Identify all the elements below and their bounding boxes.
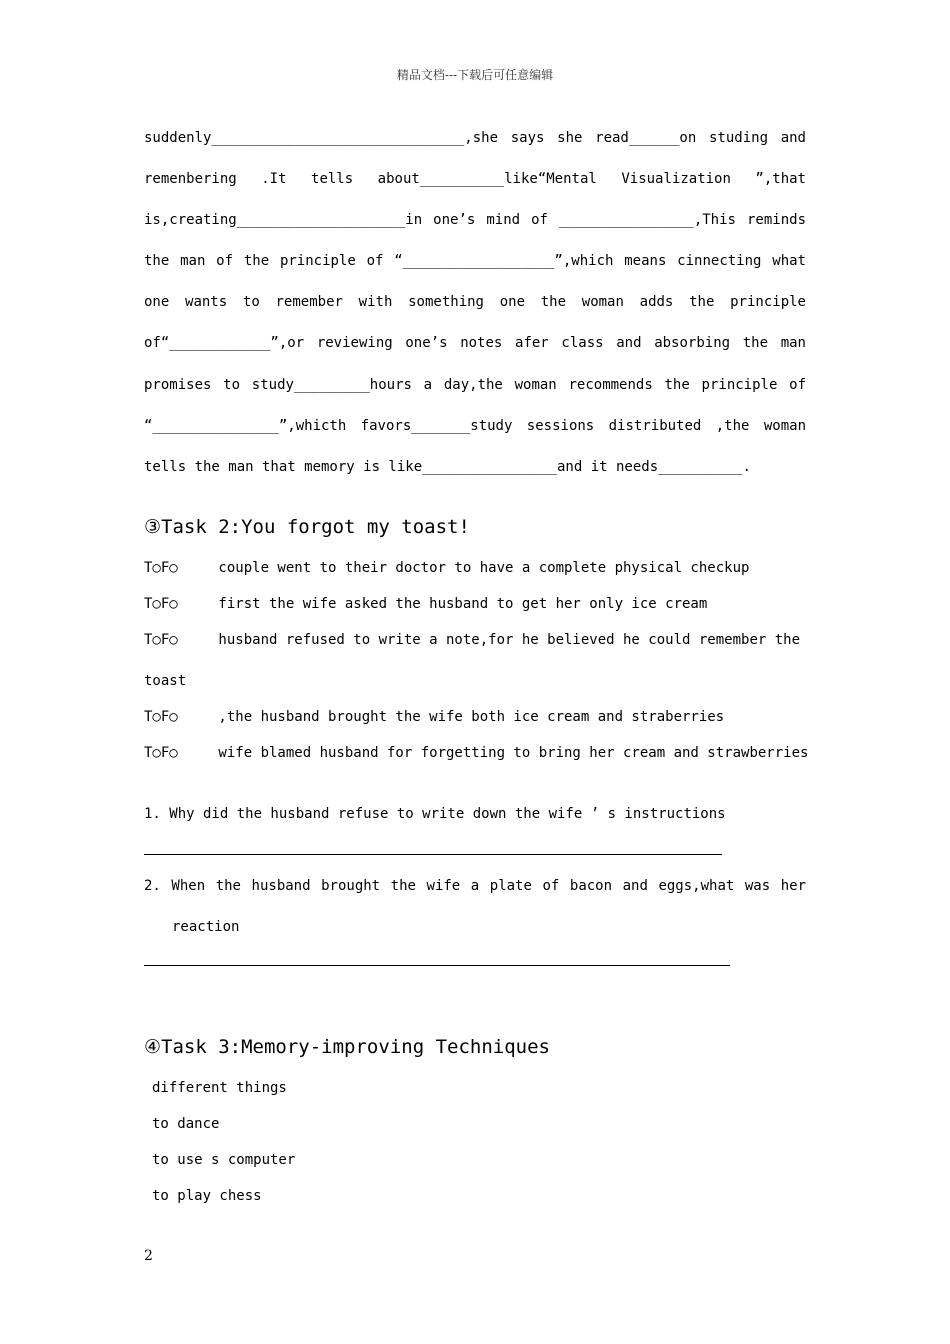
passage-line-3: is,creating____________________in one’s mind of ________________,This reminds <box>144 212 806 228</box>
passage-line-6: of“____________”,or reviewing one’s notes afer class and absorbing the man <box>144 335 806 351</box>
true-false-options[interactable]: T○F○ <box>144 745 178 761</box>
task2-heading: ③Task 2:You forgot my toast! <box>144 516 470 538</box>
technique-item: to play chess <box>152 1188 262 1204</box>
passage-line-4: the man of the principle of “__________________”,which means cinnecting what <box>144 253 806 269</box>
passage-line-7: promises to study_________hours a day,the woman recommends the principle of <box>144 377 806 393</box>
answer-line-1[interactable] <box>144 854 722 855</box>
statement-text: wife blamed husband for forgetting to bring her cream and strawberries <box>210 745 809 761</box>
technique-item: different things <box>152 1080 287 1096</box>
answer-line-2[interactable] <box>144 965 730 966</box>
true-false-options[interactable]: T○F○ <box>144 632 178 648</box>
passage-line-2: remenbering .It tells about__________like“Mental Visualization ”,that <box>144 171 806 187</box>
tf-statement-3 <box>144 631 806 649</box>
question-2: 2. When the husband brought the wife a plate of bacon and eggs,what was her <box>144 878 806 894</box>
tf-statement-1 <box>144 559 806 577</box>
tf-statement-2 <box>144 595 806 613</box>
tf-statement-3-continued: toast <box>144 673 187 689</box>
statement-text: ,the husband brought the wife both ice cream and straberries <box>210 709 725 725</box>
true-false-options[interactable]: T○F○ <box>144 709 178 725</box>
technique-item: to use s computer <box>152 1152 296 1168</box>
tf-statement-4 <box>144 708 806 726</box>
statement-text: husband refused to write a note,for he believed he could remember the <box>210 632 801 648</box>
statement-text: couple went to their doctor to have a complete physical checkup <box>210 560 750 576</box>
question-1: 1. Why did the husband refuse to write down the wife ’ s instructions <box>144 806 726 822</box>
technique-item: to dance <box>152 1116 220 1132</box>
tf-statement-5 <box>144 744 809 762</box>
passage-line-9: tells the man that memory is like________________and it needs__________. <box>144 459 751 475</box>
page-number: 2 <box>144 1248 153 1264</box>
passage-line-1: suddenly______________________________,she says she read______on studing and <box>144 130 806 146</box>
true-false-options[interactable]: T○F○ <box>144 560 178 576</box>
task3-heading: ④Task 3:Memory-improving Techniques <box>144 1036 550 1058</box>
statement-text: first the wife asked the husband to get her only ice cream <box>210 596 708 612</box>
passage-line-8: “_______________”,whicth favors_______study sessions distributed ,the woman <box>144 418 806 434</box>
true-false-options[interactable]: T○F○ <box>144 596 178 612</box>
question-2-continued: reaction <box>172 919 240 935</box>
passage-line-5: one wants to remember with something one the woman adds the principle <box>144 294 806 310</box>
page-header: 精品文档---下载后可任意编辑 <box>396 68 554 82</box>
